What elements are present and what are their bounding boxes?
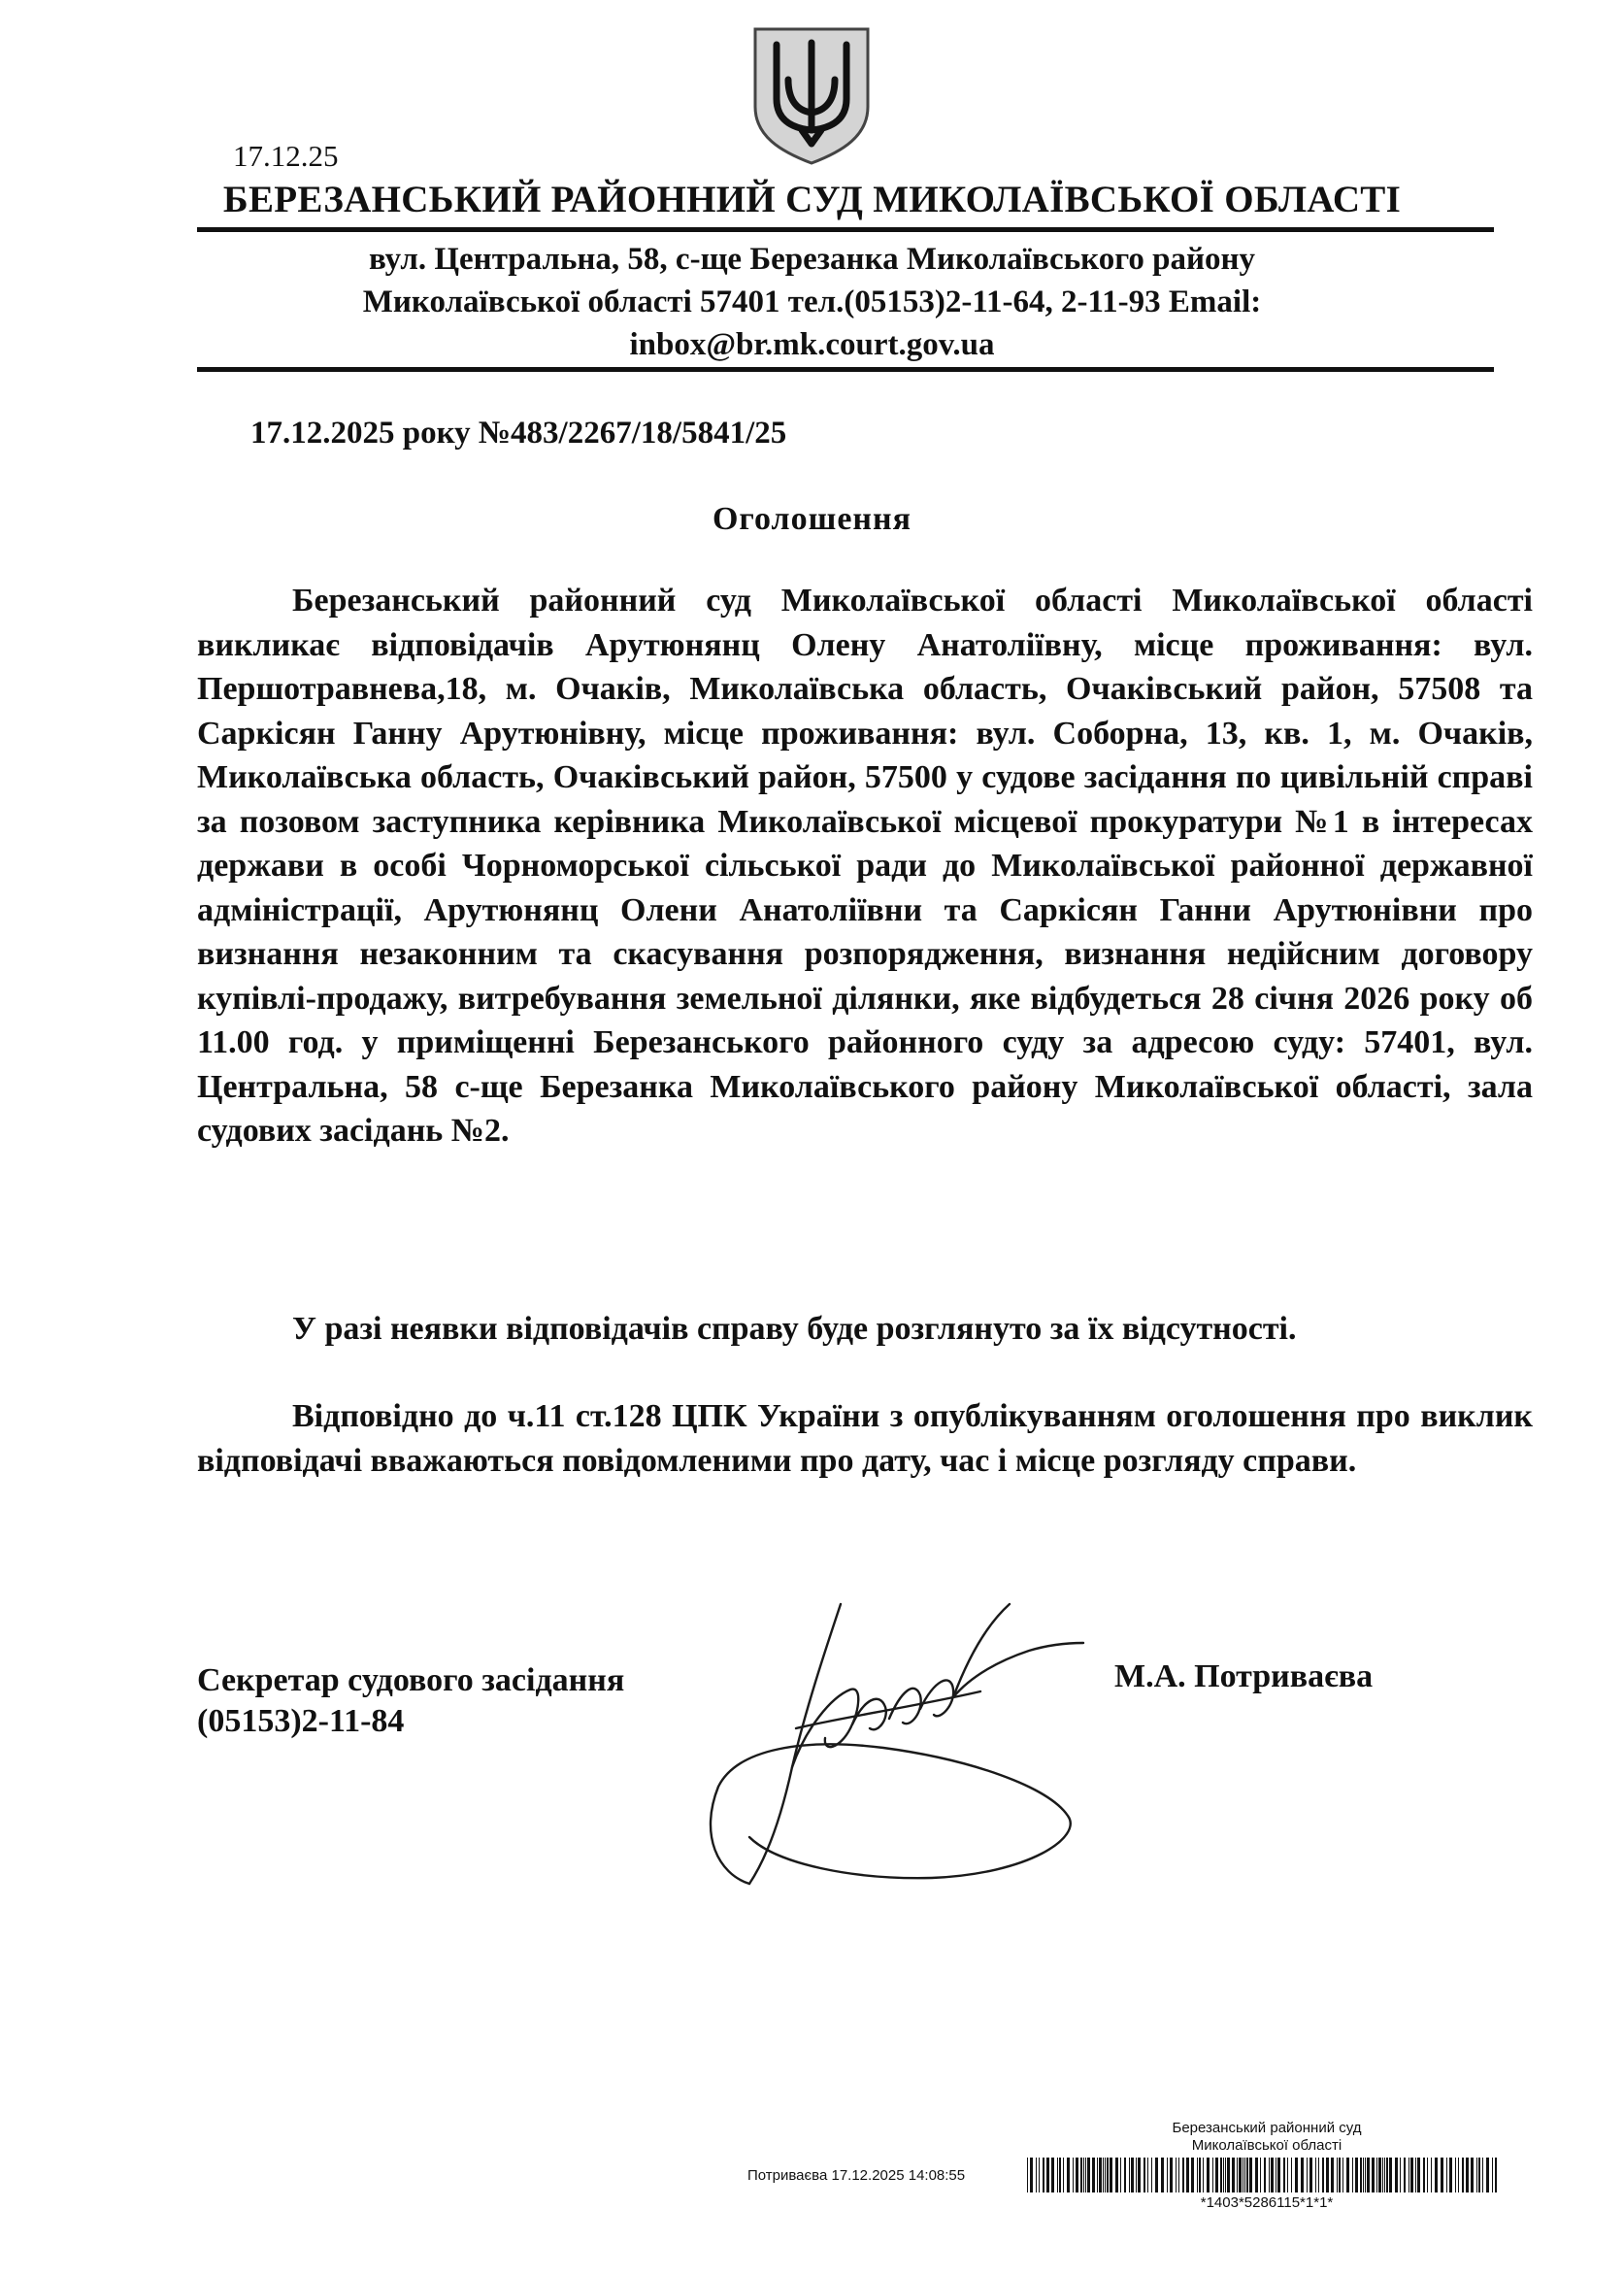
stamp-court-line: Березанський районний суд: [1172, 2120, 1362, 2136]
address-line: вул. Центральна, 58, с-ще Березанка Миколаївського району: [368, 242, 1256, 277]
handwritten-signature: [660, 1583, 1087, 1913]
barcode-icon: [1027, 2158, 1497, 2192]
publication-note-paragraph: Відповідно до ч.11 ст.128 ЦПК України з опублікуванням оголошення про виклик відповідачі вважаються повідомленими про дату, час і місце розгляду справи.: [197, 1398, 1533, 1479]
document-reference: 17.12.2025 року №483/2267/18/5841/25: [250, 416, 787, 451]
document-title: Оголошення: [712, 501, 912, 537]
barcode-code: *1403*5286115*1*1*: [1200, 2194, 1334, 2211]
header-divider-top: [197, 227, 1494, 232]
absence-note-paragraph: У разі неявки відповідачів справу буде розглянуто за їх відсутності.: [292, 1311, 1297, 1347]
secretary-name: М.А. Потриваєва: [1114, 1658, 1374, 1694]
stamp-court-line: Миколаївської області: [1191, 2137, 1342, 2154]
trident-coat-of-arms-icon: [747, 21, 876, 165]
header-divider-bottom: [197, 367, 1494, 372]
court-address: [0, 238, 1624, 366]
secretary-title: Секретар судового засідання: [197, 1662, 625, 1698]
secretary-phone: (05153)2-11-84: [197, 1703, 405, 1739]
notice-body-paragraph: Березанський районний суд Миколаївської області Миколаївської області викликає відповідачів Арутюнянц Олену Анатоліївну, місце проживання: вул. Першотравнева,18, м. Очаків, Миколаївська область, Очаківський район, 57508 та Саркісян Ганну Арутюнівну, місце проживання: вул. Соборна, 13, кв. 1, м. Очаків, Миколаївська область, Очаківський район, 57500 у судове засідання по цивільній справі за позовом заступника керівника Миколаївської місцевої прокуратури №1 в інтересах держави в особі Чорноморської сільської ради до Миколаївської районної державної адміністрації, Арутюнянц Олени Анатоліївни та Саркісян Ганни Арутюнівни про визнання незаконним та скасування розпорядження, визнання недійсним договору купівлі-продажу, витребування земельної ділянки, яке відбудеться 28 січня 2026 року об 11.00 год. у приміщенні Березанського районного суду за адресою суду: 57401, вул. Центральна, 58 с-ще Березанка Миколаївського району Миколаївської області, зала судових засідань №2.: [197, 583, 1533, 1149]
court-name-heading: БЕРЕЗАНСЬКИЙ РАЙОННИЙ СУД МИКОЛАЇВСЬКОЇ ОБЛАСТІ: [222, 179, 1402, 220]
date-mark: 17.12.25: [233, 139, 339, 173]
address-email: inbox@br.mk.court.gov.ua: [629, 327, 995, 362]
address-line: Миколаївської області 57401 тел.(05153)2-11-64, 2-11-93 Email:: [362, 284, 1262, 319]
stamp-signer-datetime: Потриваєва 17.12.2025 14:08:55: [747, 2167, 966, 2184]
